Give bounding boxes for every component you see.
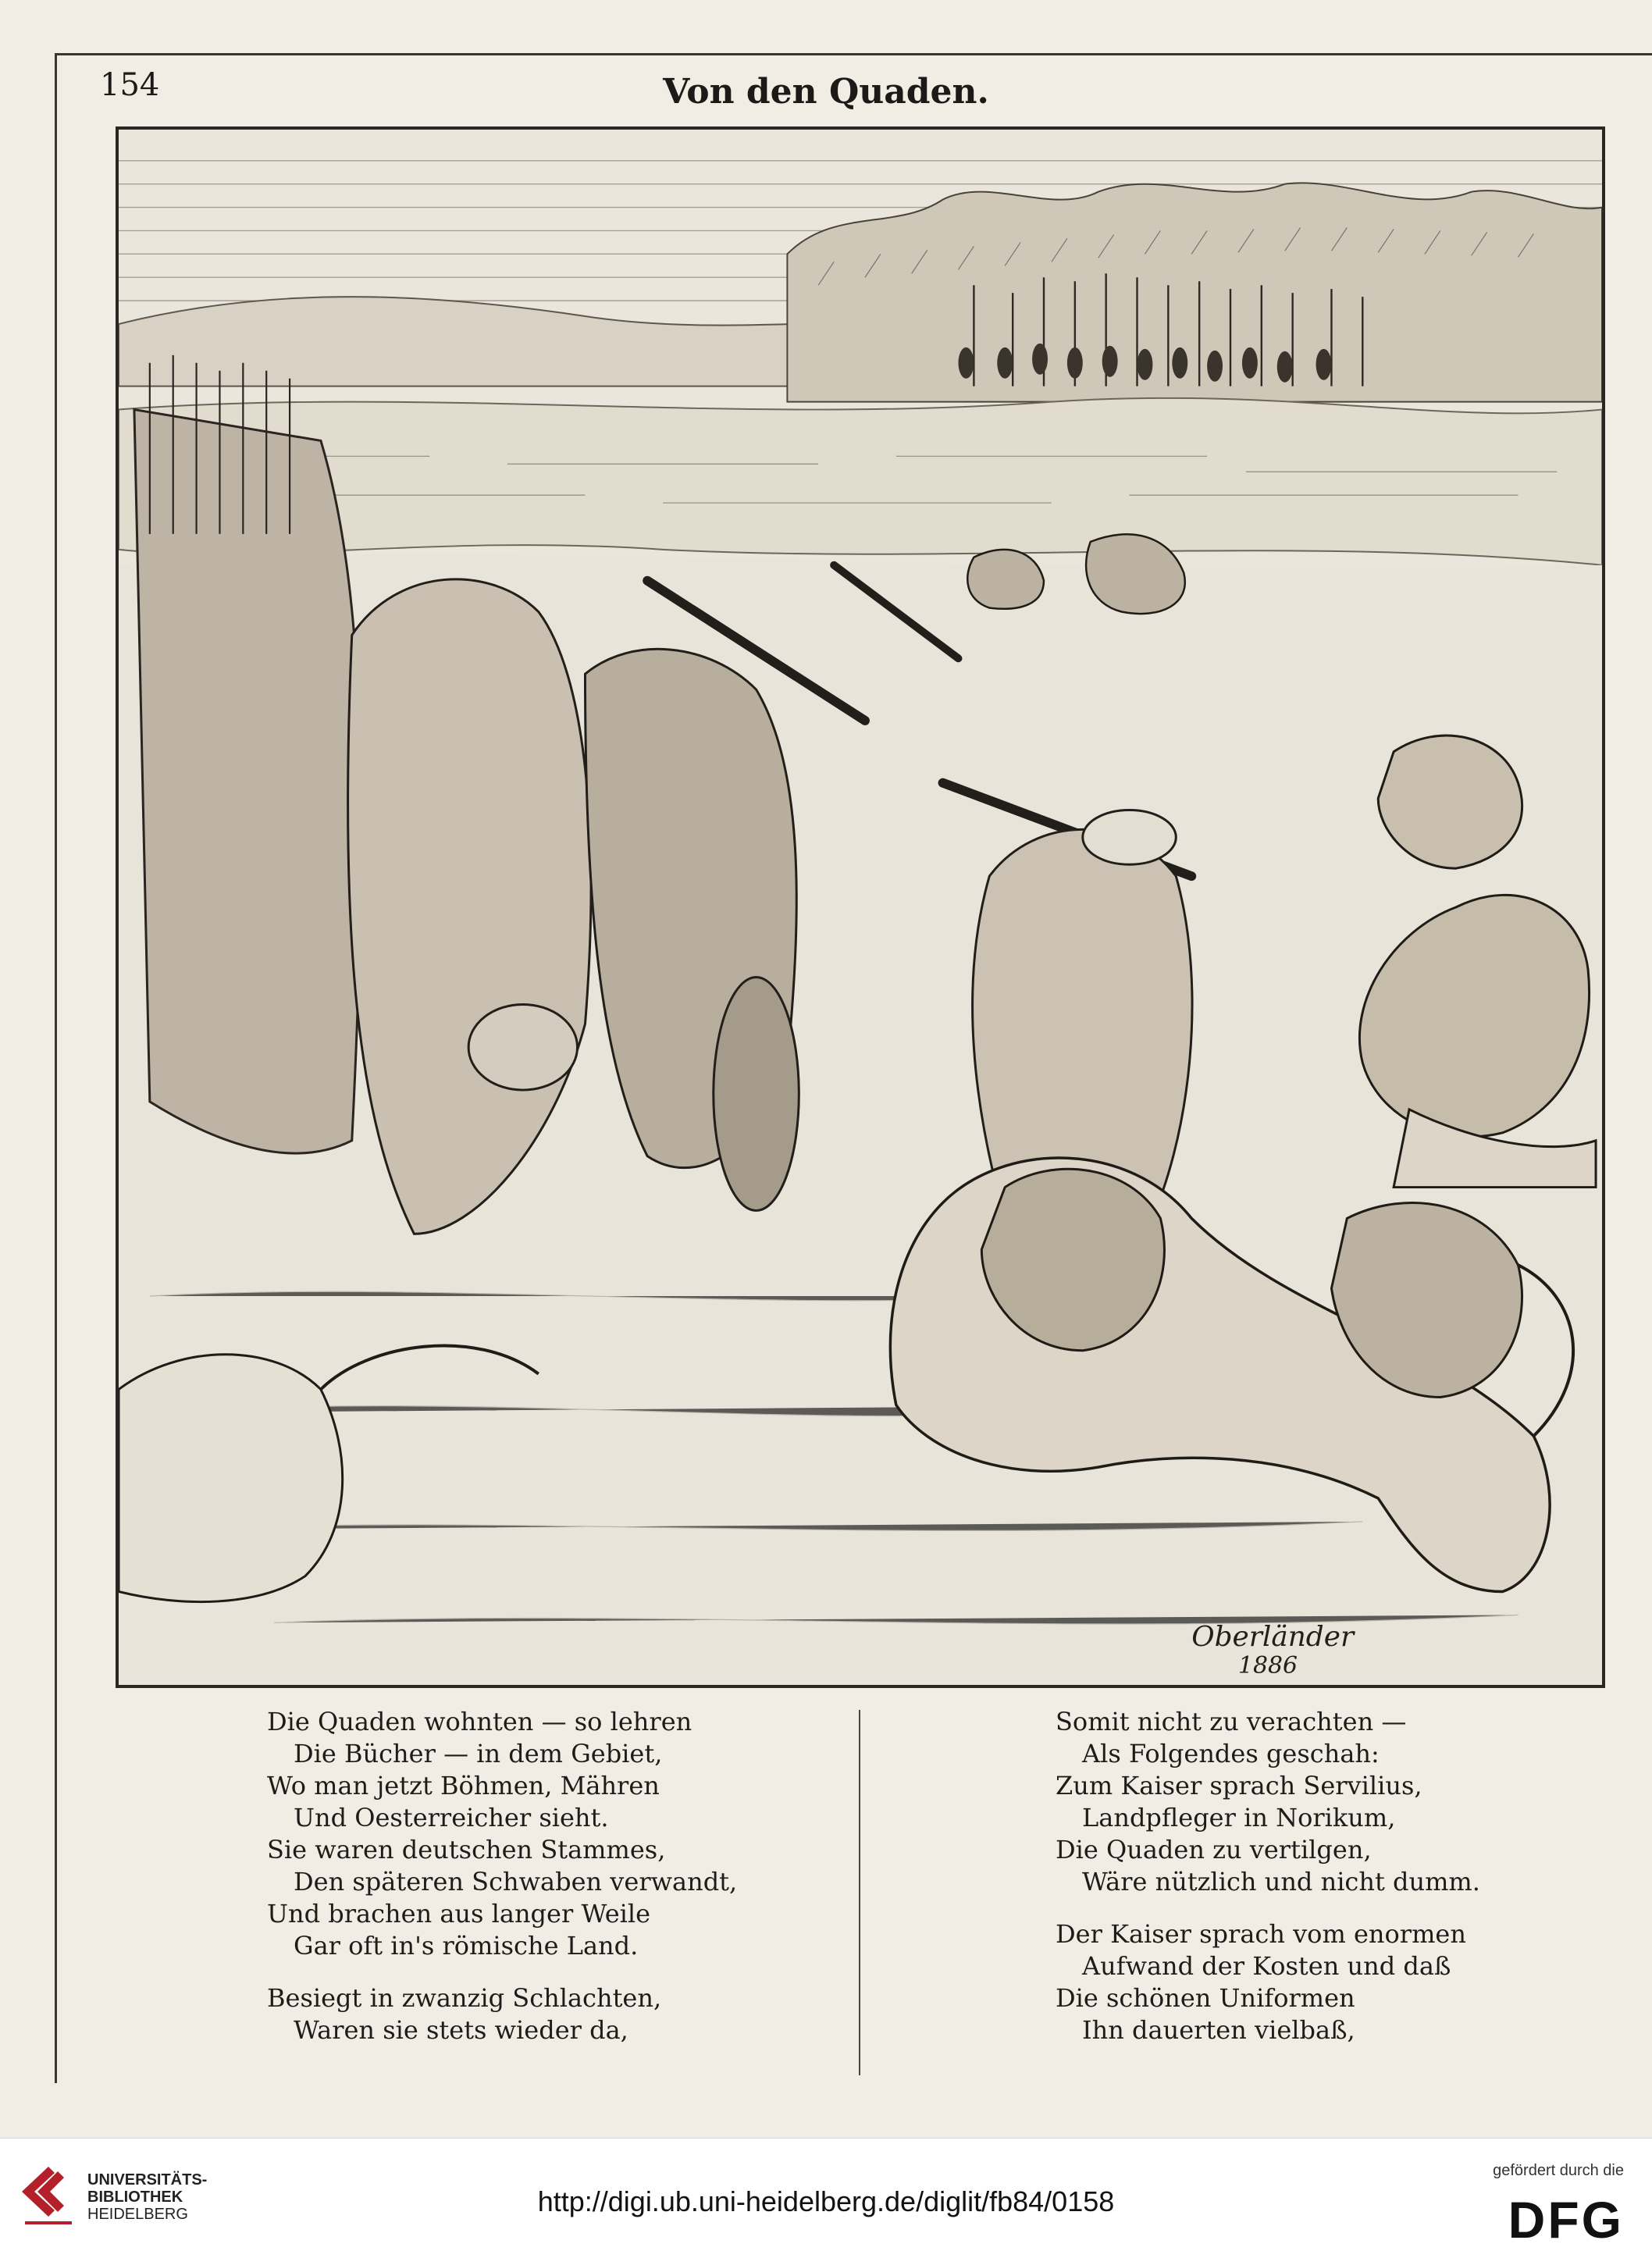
poem-line: Waren sie stets wieder da,: [294, 2015, 628, 2045]
poem-line: Sie waren deutschen Stammes,: [267, 1835, 666, 1864]
stanza-gap: [1056, 1898, 1618, 1918]
poem-line: Wäre nützlich und nicht dumm.: [1082, 1867, 1480, 1897]
illustration-year: 1886: [1237, 1652, 1298, 1680]
poem-line: Die Quaden zu vertilgen,: [1056, 1835, 1372, 1864]
viewer-footer: [0, 2138, 1652, 2258]
poem-line: Ihn dauerten vielbaß,: [1082, 2015, 1355, 2045]
poem-line: Und brachen aus langer Weile: [267, 1899, 651, 1929]
column-divider: [859, 1710, 860, 2075]
page-number: 154: [100, 67, 160, 103]
library-name-line: UNIVERSITÄTS-: [87, 2171, 208, 2189]
poem-line: Die Bücher — in dem Gebiet,: [294, 1739, 663, 1768]
poem-line: Als Folgendes geschah:: [1082, 1739, 1380, 1768]
poem-line: Gar oft in's römische Land.: [294, 1931, 639, 1961]
library-name-line: HEIDELBERG: [87, 2206, 188, 2223]
poem-line: Die Quaden wohnten — so lehren: [267, 1707, 692, 1736]
poem-line: Landpfleger in Norikum,: [1082, 1803, 1396, 1832]
library-name-line: BIBLIOTHEK: [87, 2189, 183, 2206]
poem-line: Aufwand der Kosten und daß: [1082, 1951, 1451, 1981]
poem-line: Den späteren Schwaben verwandt,: [294, 1867, 738, 1897]
poem-stanza: [267, 1706, 845, 1962]
poem-line: Wo man jetzt Böhmen, Mähren: [267, 1771, 660, 1800]
stanza-gap: [267, 1962, 845, 1982]
funded-by-label: gefördert durch die: [1493, 2162, 1624, 2179]
poem-right-column: [1056, 1706, 1618, 2046]
poem-line: Zum Kaiser sprach Servilius,: [1056, 1771, 1422, 1800]
poem-line: Und Oesterreicher sieht.: [294, 1803, 609, 1832]
poem-stanza: [1056, 1918, 1618, 2046]
poem-line: Besiegt in zwanzig Schlachten,: [267, 1983, 662, 2013]
permalink-url[interactable]: http://digi.ub.uni-heidelberg.de/diglit/fb84/0158: [537, 2185, 1115, 2217]
poem-line: Die schönen Uniformen: [1056, 1983, 1355, 2013]
battle-with-lions-engraving: [119, 130, 1602, 1685]
running-title: Von den Quaden.: [663, 72, 989, 112]
poem-line: Somit nicht zu verachten —: [1056, 1707, 1407, 1736]
dfg-logo[interactable]: DFG: [1508, 2191, 1624, 2249]
illustration-signature: Oberländer: [1191, 1621, 1355, 1654]
poem-line: Der Kaiser sprach vom enormen: [1056, 1919, 1466, 1949]
engraving-illustration: [116, 126, 1605, 1688]
poem-stanza: [1056, 1706, 1618, 1898]
poem-left-column: [267, 1706, 845, 2046]
poem-stanza: [267, 1982, 845, 2046]
